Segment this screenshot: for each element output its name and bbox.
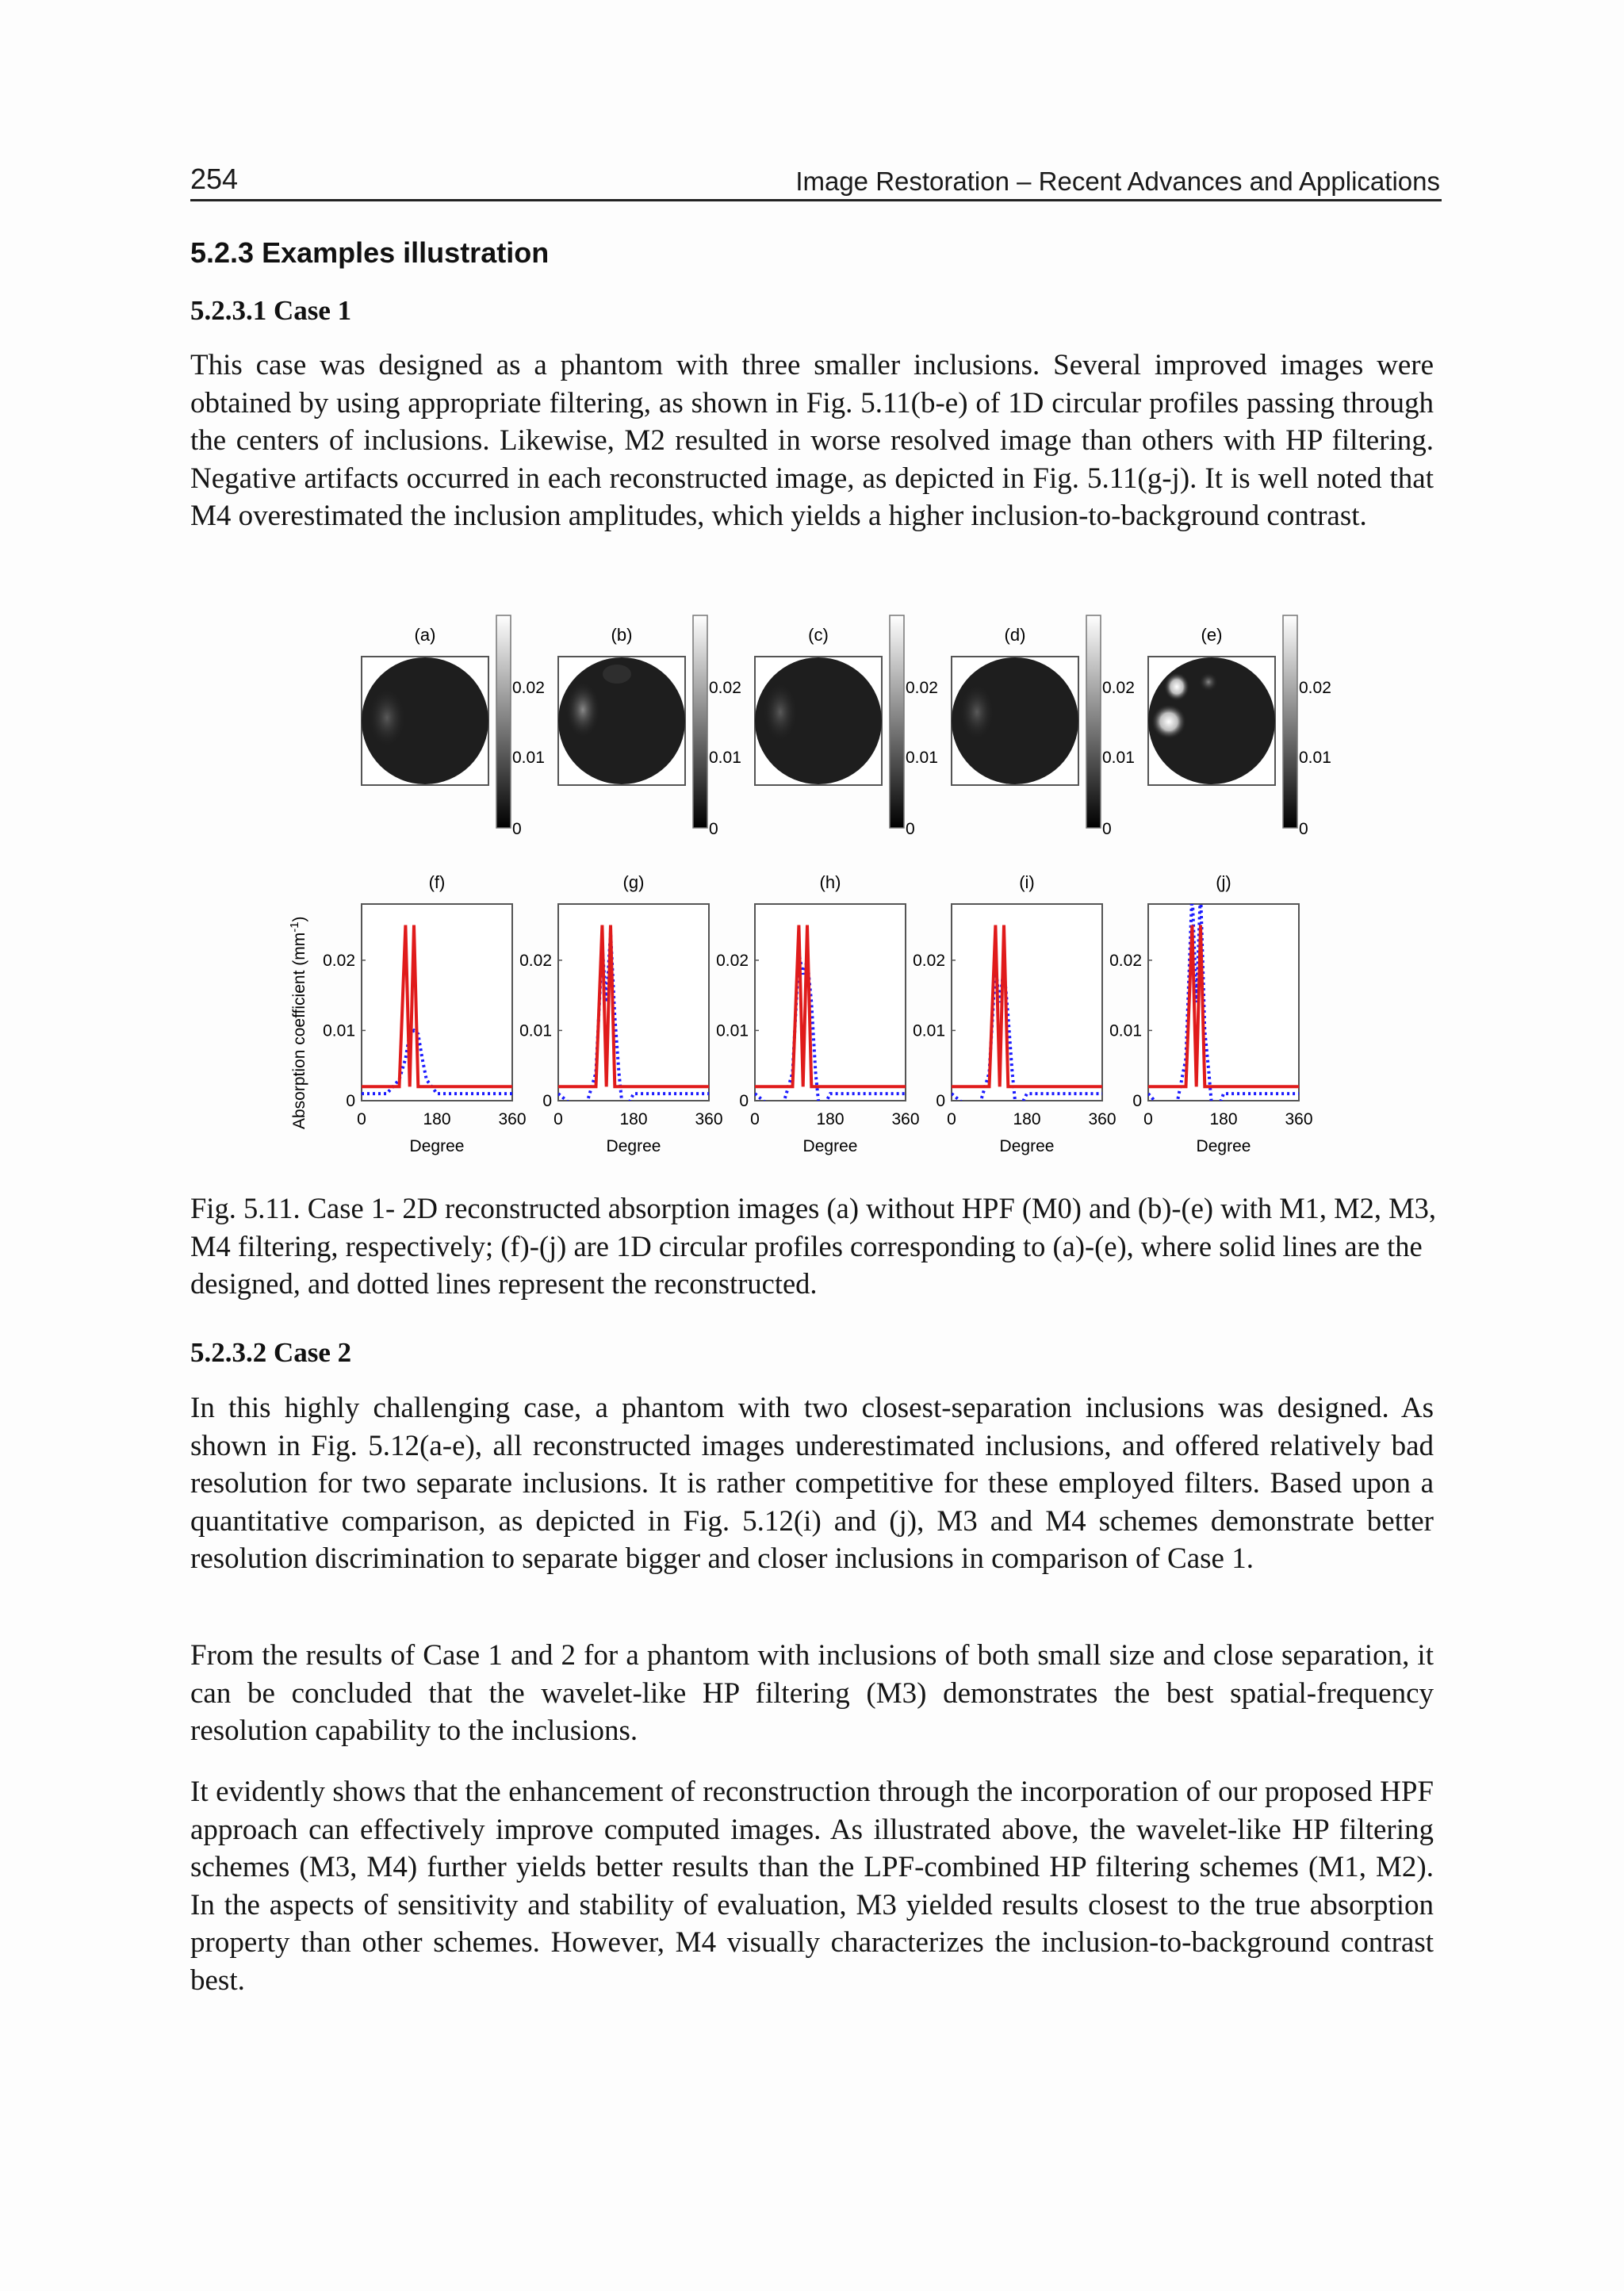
colorbar <box>890 615 904 828</box>
y-tick-label: 0.01 <box>323 1021 355 1040</box>
colorbar <box>1086 615 1101 828</box>
x-tick-label: 360 <box>1285 1110 1313 1128</box>
x-tick-label: 180 <box>1209 1110 1238 1128</box>
image-panel-label: (d) <box>1004 625 1026 645</box>
x-tick-label: 0 <box>947 1110 956 1128</box>
y-tick-label: 0.02 <box>323 951 355 970</box>
x-tick-label: 360 <box>891 1110 920 1128</box>
plot-frame <box>1148 904 1299 1101</box>
y-tick-label: 0.01 <box>519 1021 552 1040</box>
colorbar-tick: 0 <box>512 820 522 838</box>
y-tick-label: 0.01 <box>913 1021 945 1040</box>
inclusion-blob <box>763 682 798 742</box>
profile-plots <box>323 872 1312 1155</box>
x-tick-label: 0 <box>553 1110 563 1128</box>
x-tick-label: 180 <box>619 1110 648 1128</box>
inclusion-blob <box>368 688 406 748</box>
colorbar-tick: 0.01 <box>512 749 545 767</box>
profile-panel <box>323 872 526 1155</box>
figure-caption: Fig. 5.11. Case 1- 2D reconstructed absorption images (a) without HPF (M0) and (b)-(e) with M1, M2, M3, M4 filtering, respectively; (f)-(j) are 1D circular profiles corresponding to (a)-(e), where solid lines are the designed, and dotted lines represent the reconstructed. <box>190 1192 1436 1300</box>
case2-title: 5.2.3.2 Case 2 <box>190 1337 352 1368</box>
running-title: Image Restoration – Recent Advances and Applications <box>795 167 1440 196</box>
y-axis-label: Absorption coefficient $(mm^{-1})$ <box>288 916 308 1129</box>
y-tick-label: 0.01 <box>1109 1021 1142 1040</box>
image-panel-label: (a) <box>414 625 436 645</box>
profile-panel-label: (h) <box>819 872 841 892</box>
y-tick-label: 0.02 <box>716 951 749 970</box>
y-tick-label: 0 <box>542 1092 552 1110</box>
image-panel-label: (c) <box>808 625 829 645</box>
y-tick-label: 0 <box>1132 1092 1142 1110</box>
colorbar-tick: 0 <box>906 820 915 838</box>
colorbar-tick: 0.02 <box>512 679 545 697</box>
y-tick-label: 0 <box>739 1092 749 1110</box>
x-tick-label: 0 <box>1143 1110 1153 1128</box>
profile-panel-label: (j) <box>1216 872 1231 892</box>
colorbar-tick: 0.01 <box>1102 749 1135 767</box>
x-tick-label: 360 <box>1088 1110 1116 1128</box>
image-panel <box>362 615 545 838</box>
profile-panel <box>1109 872 1312 1155</box>
x-axis-label: Degree <box>409 1137 465 1155</box>
x-tick-label: 0 <box>750 1110 760 1128</box>
plot-frame <box>362 904 512 1101</box>
colorbar-tick: 0.02 <box>1299 679 1331 697</box>
image-panel <box>952 615 1135 838</box>
y-tick-label: 0 <box>346 1092 355 1110</box>
inclusion-blob <box>603 665 631 684</box>
colorbar <box>1283 615 1297 828</box>
colorbar-tick: 0.02 <box>1102 679 1135 697</box>
y-tick-label: 0.02 <box>913 951 945 970</box>
colorbar <box>496 615 511 828</box>
plot-frame <box>558 904 709 1101</box>
page-number: 254 <box>190 163 239 195</box>
x-tick-label: 360 <box>498 1110 527 1128</box>
colorbar-tick: 0.01 <box>1299 749 1331 767</box>
x-axis-label: Degree <box>1196 1137 1251 1155</box>
case2-paragraph: From the results of Case 1 and 2 for a phantom with inclusions of both small size and close separation, it can be concluded that the wavelet-like HP filtering (M3) demonstrates the best spatial-frequency resolution capability to the inclusions. <box>190 1639 1434 1747</box>
image-panel-label: (e) <box>1201 625 1223 645</box>
x-axis-label: Degree <box>999 1137 1055 1155</box>
x-tick-label: 0 <box>357 1110 366 1128</box>
inclusion-blob <box>959 684 994 741</box>
x-tick-label: 180 <box>423 1110 451 1128</box>
x-axis-label: Degree <box>606 1137 661 1155</box>
x-tick-label: 360 <box>695 1110 723 1128</box>
profile-panel <box>716 872 919 1155</box>
image-panel <box>755 615 938 838</box>
section-title: 5.2.3 Examples illustration <box>190 236 550 269</box>
case2-paragraph: In this highly challenging case, a phantom with two closest-separation inclusions was designed. As shown in Fig. 5.12(a-e), all reconstructed images underestimated inclusions, and offered relatively bad resolution for two separate inclusions. It is rather competitive for these employed filters. Based upon a quantitative comparison, as depicted in Fig. 5.12(i) and (j), M3 and M4 schemes demonstrate better resolution discrimination to separate bigger and closer inclusions in comparison of Case 1. <box>190 1392 1434 1575</box>
colorbar-tick: 0.01 <box>906 749 938 767</box>
x-tick-label: 180 <box>816 1110 845 1128</box>
colorbar-tick: 0.01 <box>709 749 741 767</box>
colorbar-tick: 0 <box>1102 820 1112 838</box>
image-panel <box>1148 615 1331 838</box>
x-axis-label: Degree <box>802 1137 858 1155</box>
image-panel <box>558 615 741 838</box>
colorbar-tick: 0 <box>709 820 718 838</box>
y-tick-label: 0.02 <box>519 951 552 970</box>
x-tick-label: 180 <box>1013 1110 1041 1128</box>
profile-panel <box>519 872 722 1155</box>
profile-panel <box>913 872 1116 1155</box>
inclusion-blob <box>1164 672 1189 701</box>
y-tick-label: 0.01 <box>716 1021 749 1040</box>
profile-panel-label: (g) <box>622 872 645 892</box>
colorbar-tick: 0.02 <box>906 679 938 697</box>
image-row <box>362 615 1331 838</box>
inclusion-blob <box>1199 672 1218 692</box>
case2-paragraph: It evidently shows that the enhancement of reconstruction through the incorporation of our proposed HPF approach can effectively improve computed images. As illustrated above, the wavelet-like HP filtering schemes (M3, M4) further yields better results than the LPF-combined HP filtering schemes (M1, M2). In the aspects of sensitivity and stability of evaluation, M3 yielded results closest to the true absorption property than other schemes. However, M4 visually characterizes the inclusion-to-background contrast best. <box>190 1776 1434 1997</box>
case1-paragraph: This case was designed as a phantom with three smaller inclusions. Several improved images were obtained by using appropriate filtering, as shown in Fig. 5.11(b-e) of 1D circular profiles passing through the centers of inclusions. Likewise, M2 resulted in worse resolved image than others with HP filtering. Negative artifacts occurred in each reconstructed image, as depicted in Fig. 5.11(g-j). It is well noted that M4 overestimated the inclusion amplitudes, which yields a higher inclusion-to-background contrast. <box>190 349 1434 532</box>
y-tick-label: 0.02 <box>1109 951 1142 970</box>
y-tick-label: 0 <box>936 1092 945 1110</box>
profile-panel-label: (f) <box>428 872 446 892</box>
plot-frame <box>755 904 906 1101</box>
plot-frame <box>952 904 1102 1101</box>
case1-title: 5.2.3.1 Case 1 <box>190 295 352 326</box>
colorbar-tick: 0.02 <box>709 679 741 697</box>
colorbar-tick: 0 <box>1299 820 1308 838</box>
colorbar <box>693 615 707 828</box>
profile-panel-label: (i) <box>1019 872 1035 892</box>
inclusion-blob <box>1151 704 1186 739</box>
inclusion-blob <box>565 681 600 738</box>
image-panel-label: (b) <box>611 625 633 645</box>
